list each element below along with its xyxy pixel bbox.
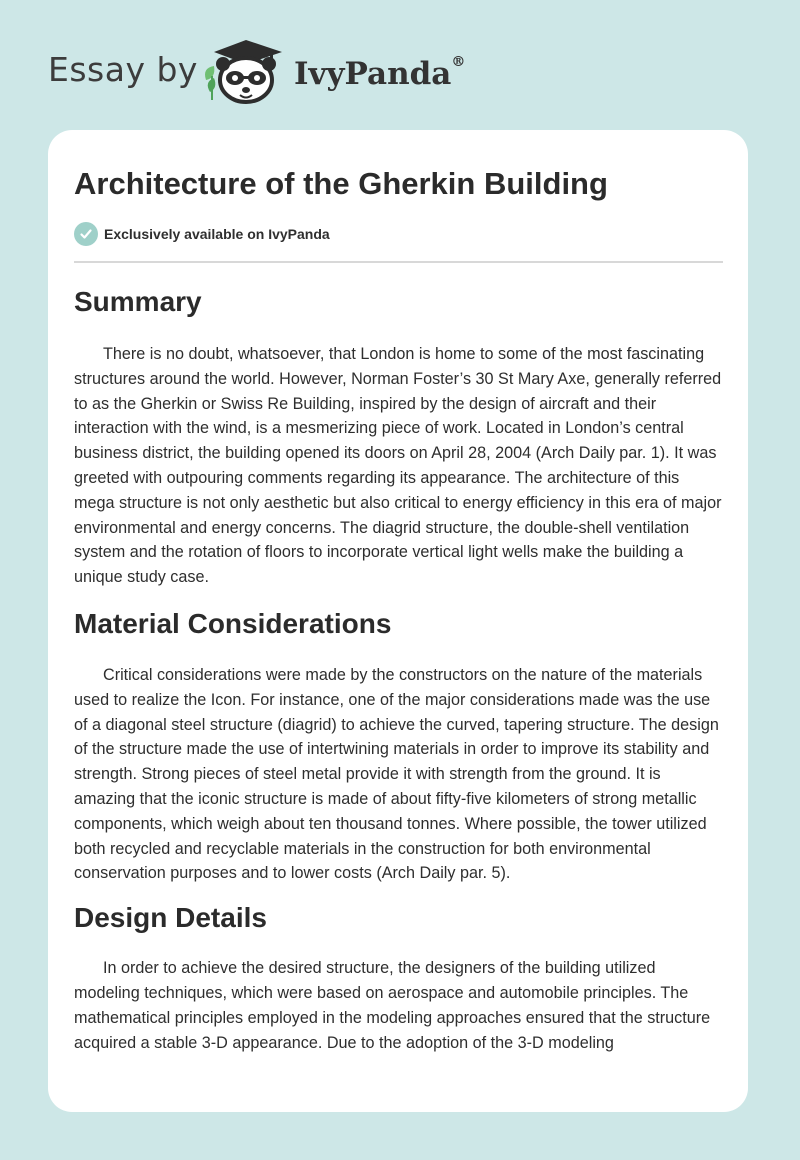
exclusive-label: Exclusively available on IvyPanda [104, 226, 330, 242]
section-paragraph: There is no doubt, whatsoever, that London is home to some of the most fascinating structures around the world. However, Norman Foster’s 30 St Mary Axe, generally referred to as the Gherkin or Swiss Re Building, inspired by the design of aircraft and their interaction with the wind, is a mesmerizing piece of work. Located in London’s central business district, the building opened its doors on April 28, 2004 (Arch Daily par. 1). It was greeted with outpouring comments regarding its appearance. The architecture of this mega structure is not only aesthetic but also critical to energy efficiency in this era of major environmental and energy concerns. The diagrid structure, the double-shell ventilation system and the rotation of floors to incorporate vertical light wells make the building a unique study case. [74, 345, 722, 587]
exclusive-badge [74, 222, 330, 246]
panda-graduate-icon[interactable] [200, 36, 288, 108]
section-material-considerations [74, 602, 723, 886]
page-title: Architecture of the Gherkin Building [74, 166, 608, 201]
essay-card [48, 130, 748, 1112]
site-header [0, 0, 800, 130]
essay-by-label: Essay by [48, 50, 198, 89]
section-heading: Material Considerations [74, 607, 392, 639]
section-heading: Summary [74, 286, 202, 317]
essay-content [74, 280, 723, 1055]
check-icon [74, 222, 98, 246]
section-summary [74, 280, 723, 590]
section-paragraph: Critical considerations were made by the constructors on the nature of the materials used to realize the Icon. For instance, one of the major considerations made was the use of a diagonal steel structure (diagrid) to achieve the curved, tapering structure. The design of the structure made the use of intertwining materials in order to improve its stability and strength. Strong pieces of steel metal provide it with strength from the ground. It is amazing that the iconic structure is made of about fifty-five kilometers of strong metallic components, which weigh about ten thousand tonnes. Where possible, the tower utilized both recycled and recyclable materials in the construction for both environmental conservation purposes and to lower costs (Arch Daily par. 5). [74, 665, 719, 883]
registered-mark: ® [451, 54, 466, 70]
brand-name[interactable] [294, 56, 465, 92]
section-design-details [74, 896, 723, 1055]
section-paragraph: In order to achieve the desired structure, the designers of the building utilized modeling techniques, which were based on aerospace and automobile principles. The mathematical principles employed in the modeling approaches ensured that the structure acquired a stable 3-D appearance. Due to the adoption of the 3-D modeling [74, 959, 711, 1052]
brand-text: IvyPanda [294, 56, 452, 92]
section-heading: Design Details [74, 902, 267, 934]
divider [74, 261, 723, 263]
